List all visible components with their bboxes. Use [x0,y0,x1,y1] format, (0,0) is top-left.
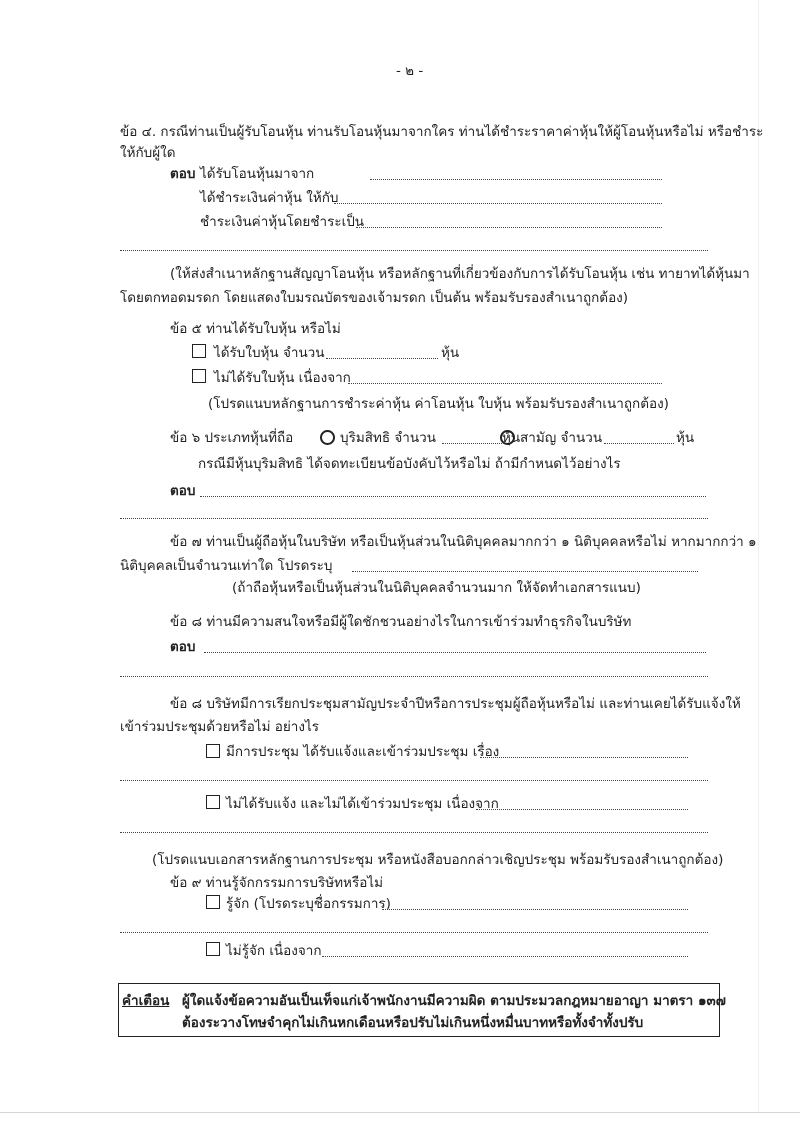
scan-bottom-edge [0,1112,800,1113]
q8a-title: ข้อ ๘ ท่านมีความสนใจหรือมีผู้ใดชักชวนอย่างไรในการเข้าร่วมทำธุรกิจในบริษัท [170,614,632,630]
q6-extra-line[interactable] [120,518,708,519]
q5-received-checkbox[interactable] [192,344,206,358]
q7-line2: นิติบุคคลเป็นจำนวนเท่าใด โปรดระบุ [120,558,333,574]
q5-received-label: ได้รับใบหุ้น จำนวน [214,345,325,361]
q6-answer-label: ตอบ [170,483,196,499]
q4-line1: ข้อ ๔. กรณีท่านเป็นผู้รับโอนหุ้น ท่านรับโอนหุ้นมาจากใคร ท่านได้ชำระราคาค่าหุ้นให้ผู้โอนหุ้นหรือไม่ หรือชำระ [120,124,764,140]
q4-answer-transferred-from: ได้รับโอนหุ้นมาจาก [200,166,315,182]
q8a-answer-label: ตอบ [170,639,196,655]
warning-line1: ผู้ใดแจ้งข้อความอันเป็นเท็จแก่เจ้าพนักงานมีความผิด ตามประมวลกฎหมายอาญา มาตรา ๑๓๗ [182,993,726,1009]
q8a-answer-field[interactable] [204,652,706,653]
q5-title: ข้อ ๕ ท่านได้รับใบหุ้น หรือไม่ [170,321,341,337]
q6-preferred-label: บุริมสิทธิ จำนวน [340,430,436,446]
q4-answer-paid-by-field[interactable] [356,227,662,228]
q4-answer-paid-to-field[interactable] [334,203,662,204]
q6-answer-field[interactable] [200,496,706,497]
page-number: - ๒ - [396,63,424,79]
q4-answer-paid-to: ได้ชำระเงินค่าหุ้น ให้กับ [200,190,339,206]
q6-ordinary-label: สามัญ จำนวน [520,430,603,446]
q6-preferred-radio[interactable] [320,430,335,445]
q4-answer-label: ตอบ [170,166,196,182]
q4-note-line1: (ให้ส่งสำเนาหลักฐานสัญญาโอนหุ้น หรือหลักฐานที่เกี่ยวข้องกับการได้รับโอนหุ้น เช่น ทายาทได้หุ้นมา [170,266,750,282]
q8b-note: (โปรดแนบเอกสารหลักฐานการประชุม หรือหนังสือบอกกล่าวเชิญประชุม พร้อมรับรองสำเนาถูกต้อง) [152,852,724,868]
q6-line2: กรณีมีหุ้นบุริมสิทธิ ได้จดทะเบียนข้อบังคับไว้หรือไม่ ถ้ามีกำหนดไว้อย่างไร [198,456,621,472]
q5-not-received-checkbox[interactable] [192,369,206,383]
q6-preferred-unit: หุ้น [502,430,521,446]
q4-extra-line[interactable] [120,250,708,251]
q5-not-received-label: ไม่ได้รับใบหุ้น เนื่องจาก [214,370,351,386]
q6-ordinary-count-field[interactable] [604,443,674,444]
q6-title: ข้อ ๖ ประเภทหุ้นที่ถือ [170,430,294,446]
q8b-attended-topic-field[interactable] [480,757,688,758]
q9-know-label: รู้จัก (โปรดระบุชื่อกรรมการ) [226,896,391,912]
q5-shares-unit: หุ้น [441,345,460,361]
q6-preferred-count-field[interactable] [442,443,502,444]
scan-edge [758,0,759,1112]
q9-not-know-reason-field[interactable] [322,956,688,957]
q7-count-field[interactable] [352,571,698,572]
warning-label: คำเตือน [122,993,170,1009]
q8b-line1: ข้อ ๘ บริษัทมีการเรียกประชุมสามัญประจำปีหรือการประชุมผู้ถือหุ้นหรือไม่ และท่านเคยได้รับแจ้งให้ [170,696,741,712]
q6-ordinary-radio[interactable] [500,430,515,445]
q7-note: (ถ้าถือหุ้นหรือเป็นหุ้นส่วนในนิติบุคคลจำนวนมาก ให้จัดทำเอกสารแนบ) [232,580,641,596]
q8b-attended-label: มีการประชุม ได้รับแจ้งและเข้าร่วมประชุม เรื่อง [226,744,500,760]
q8b-not-notified-label: ไม่ได้รับแจ้ง และไม่ได้เข้าร่วมประชุม เนื่องจาก [226,796,499,812]
q9-extra-line[interactable] [120,932,708,933]
q9-not-know-label: ไม่รู้จัก เนื่องจาก [226,943,322,959]
q9-director-name-field[interactable] [382,909,688,910]
q9-not-know-checkbox[interactable] [206,942,220,956]
q5-not-received-reason-field[interactable] [348,383,662,384]
warning-line2: ต้องระวางโทษจำคุกไม่เกินหกเดือนหรือปรับไม่เกินหนึ่งหมื่นบาทหรือทั้งจำทั้งปรับ [182,1015,644,1031]
q7-line1: ข้อ ๗ ท่านเป็นผู้ถือหุ้นในบริษัท หรือเป็นหุ้นส่วนในนิติบุคคลมากกว่า ๑ นิติบุคคลหรือไม่ หากมากกว่า ๑ [170,534,757,550]
q4-line2: ให้กับผู้ใด [120,145,176,161]
q4-note-line2: โดยตกทอดมรดก โดยแสดงใบมรณบัตรของเจ้ามรดก เป็นต้น พร้อมรับรองสำเนาถูกต้อง) [120,290,629,306]
q8a-extra-line[interactable] [120,676,708,677]
q8b-extra-line-2[interactable] [120,832,708,833]
q8b-attended-checkbox[interactable] [206,744,220,758]
q4-answer-transferred-from-field[interactable] [370,179,662,180]
q9-title: ข้อ ๙ ท่านรู้จักกรรมการบริษัทหรือไม่ [170,875,383,891]
q8b-line2: เข้าร่วมประชุมด้วยหรือไม่ อย่างไร [120,719,320,735]
q8b-extra-line-1[interactable] [120,780,708,781]
q8b-not-notified-checkbox[interactable] [206,795,220,809]
q6-ordinary-unit: หุ้น [676,430,695,446]
q9-know-checkbox[interactable] [206,895,220,909]
q8b-not-notified-reason-field[interactable] [476,809,688,810]
q5-note: (โปรดแนบหลักฐานการชำระค่าหุ้น ค่าโอนหุ้น ใบหุ้น พร้อมรับรองสำเนาถูกต้อง) [208,396,669,412]
q4-answer-paid-by: ชำระเงินค่าหุ้นโดยชำระเป็น [200,214,365,230]
q5-shares-count-field[interactable] [326,358,438,359]
